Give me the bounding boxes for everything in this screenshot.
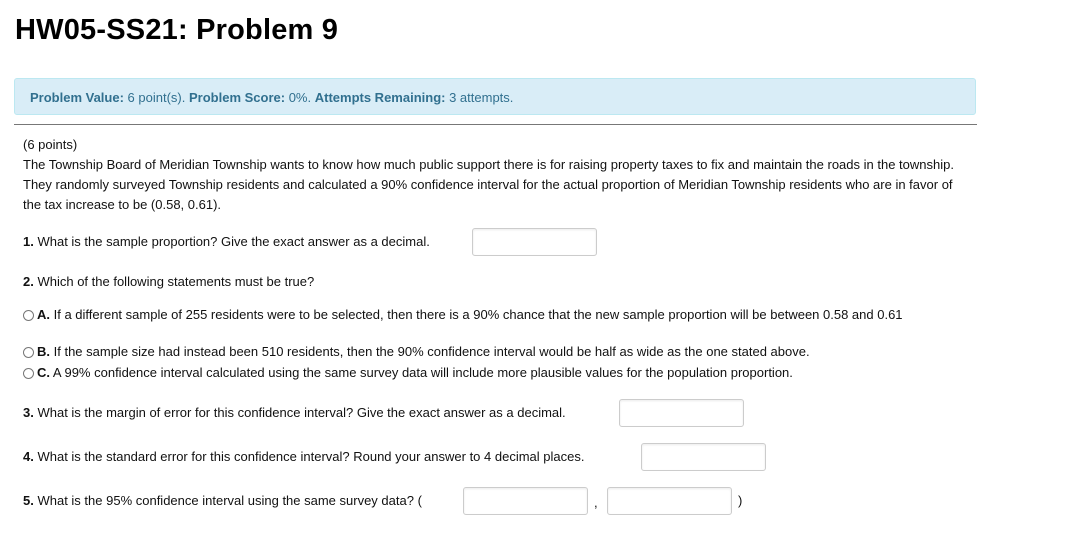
question-1-text: What is the sample proportion? Give the exact answer as a decimal. — [37, 234, 430, 249]
option-b-radio[interactable] — [23, 347, 34, 358]
option-b-text: If the sample size had instead been 510 residents, then the 90% confidence interval would be half as wide as the one stated above. — [53, 344, 810, 359]
question-4-number: 4. — [23, 449, 34, 464]
option-c-letter: C. — [37, 365, 50, 380]
question-5 — [23, 493, 422, 508]
problem-score-label: Problem Score: — [188, 90, 286, 105]
question-4-answer-input[interactable] — [641, 443, 766, 471]
question-2-option-a[interactable] — [23, 306, 963, 324]
problem-statement — [23, 135, 963, 215]
option-b-letter: B. — [37, 344, 50, 359]
divider — [14, 124, 977, 125]
attempts-remaining: 3 attempts. — [449, 90, 514, 105]
question-1-number: 1. — [23, 234, 34, 249]
question-5-upper-bound-input[interactable] — [607, 487, 732, 515]
question-3-answer-input[interactable] — [619, 399, 744, 427]
attempts-remaining-label: Attempts Remaining: — [314, 90, 446, 105]
question-1 — [23, 234, 430, 249]
problem-score: 0%. — [288, 90, 312, 105]
question-2-text: Which of the following statements must be true? — [37, 274, 315, 289]
question-4-text: What is the standard error for this confidence interval? Round your answer to 4 decimal places. — [37, 449, 585, 464]
option-c-radio[interactable] — [23, 368, 34, 379]
question-2-number: 2. — [23, 274, 34, 289]
question-3 — [23, 405, 566, 420]
option-a-letter: A. — [37, 307, 50, 322]
option-a-text: If a different sample of 255 residents were to be selected, then there is a 90% chance that the new sample proportion will be between 0.58 and 0.61 — [53, 307, 903, 322]
question-5-lower-bound-input[interactable] — [463, 487, 588, 515]
question-4 — [23, 449, 584, 464]
question-5-text: What is the 95% confidence interval using the same survey data? ( — [37, 493, 422, 508]
interval-close-paren: ) — [738, 493, 743, 508]
question-3-text: What is the margin of error for this confidence interval? Give the exact answer as a decimal. — [37, 405, 566, 420]
problem-value-label: Problem Value: — [30, 90, 124, 105]
question-2-option-c[interactable] — [23, 364, 963, 382]
question-1-answer-input[interactable] — [472, 228, 597, 256]
problem-value: 6 point(s). — [127, 90, 186, 105]
option-c-text: A 99% confidence interval calculated using the same survey data will include more plausible values for the population proportion. — [52, 365, 793, 380]
option-a-radio[interactable] — [23, 310, 34, 321]
interval-comma: , — [594, 495, 598, 510]
problem-text: The Township Board of Meridian Township wants to know how much public support there is for raising property taxes to fix and maintain the roads in the township. They randomly surveyed Township residents and calculated a 90% confidence interval for the actual proportion of Meridian Township residents who are in favor of the tax increase to be (0.58, 0.61). — [23, 157, 954, 212]
question-5-number: 5. — [23, 493, 34, 508]
question-3-number: 3. — [23, 405, 34, 420]
problem-info-banner — [14, 78, 976, 115]
question-2-option-b[interactable] — [23, 343, 963, 361]
problem-points: (6 points) — [23, 137, 78, 152]
page-title: HW05-SS21: Problem 9 — [15, 14, 339, 46]
question-2 — [23, 274, 314, 289]
